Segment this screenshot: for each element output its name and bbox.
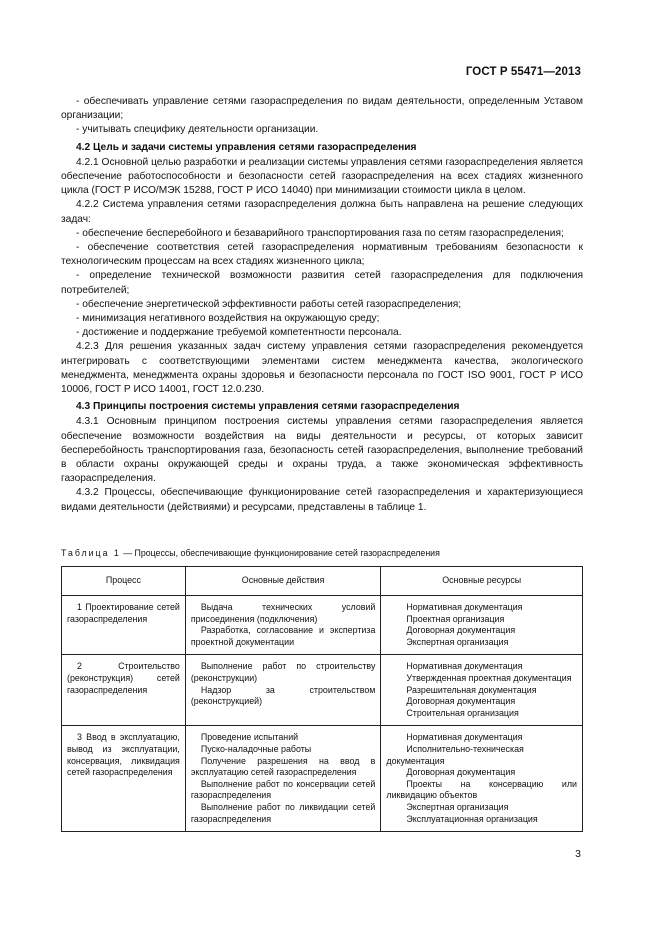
process-cell: 3 Ввод в эксплуатацию, вывод из эксплуатации, консервация, ликвидация сетей газораспределения [62, 726, 186, 832]
page-number: 3 [575, 848, 581, 860]
table-caption-label: Таблица 1 [61, 548, 121, 558]
action-item: Выдача технических условий присоединения (подключения) [190, 602, 376, 624]
document-body [61, 95, 583, 515]
resources-cell [381, 726, 583, 832]
resource-item: Нормативная документация [406, 602, 523, 612]
resource-item: Нормативная документация [406, 732, 523, 743]
resources-cell [381, 596, 583, 655]
paragraph: 4.2.2 Система управления сетями газораспределения должна быть направлена на решение следующих задач: [61, 199, 583, 225]
resources-cell [381, 655, 583, 726]
column-header: Процесс [62, 567, 186, 596]
resource-item: Строительная организация [406, 707, 519, 718]
paragraph: - учитывать специфику деятельности организации. [76, 124, 319, 136]
table-row [62, 655, 583, 726]
action-item: Пуско-наладочные работы [200, 743, 312, 754]
table-row [62, 726, 583, 832]
resource-item: Экспертная организация [406, 636, 509, 647]
action-item: Выполнение работ по строительству (реконструкции) [190, 661, 376, 683]
resource-item: Утвержденная проектная документация [406, 672, 572, 683]
processes-table [61, 566, 583, 832]
actions-cell [185, 655, 381, 726]
action-item: Проведение испытаний [200, 732, 299, 743]
column-header: Основные ресурсы [381, 567, 583, 596]
actions-cell [185, 726, 381, 832]
list-item: - минимизация негативного воздействия на окружающую среду; [76, 313, 380, 325]
action-item: Выполнение работ по консервации сетей газораспределения [190, 778, 376, 801]
paragraph: - обеспечивать управление сетями газораспределения по видам деятельности, определенным Уставом организации; [61, 96, 583, 122]
resource-item: Договорная документация [406, 767, 516, 778]
list-item: - определение технической возможности развития сетей газораспределения для подключения потребителей; [61, 270, 583, 296]
table-caption-text: — Процессы, обеспечивающие функционирование сетей газораспределения [120, 548, 440, 558]
resource-item: Исполнительно-техническая документация [386, 743, 524, 766]
process-cell: 2 Строительство (реконструкция) сетей газораспределения [62, 655, 186, 726]
paragraph: 4.2.1 Основной целью разработки и реализации системы управления сетями газораспределения является обеспечение работоспособности и безопасности сетей газораспределения на всех стадиях жизненного цикла (ГОСТ Р ИСО/МЭК 15288, ГОСТ Р ИСО 14040) при минимизации стоимости цикла в целом. [61, 156, 583, 197]
table-caption [61, 548, 583, 558]
list-item: - обеспечение бесперебойного и безаварийного транспортирования газа по сетям газораспределения; [76, 227, 564, 239]
action-item: Получение разрешения на ввод в эксплуатацию сетей газораспределения [190, 755, 376, 778]
resource-item: Проектная организация [406, 613, 505, 624]
section-heading: 4.3 Принципы построения системы управления сетями газораспределения [76, 401, 460, 413]
resource-item: Нормативная документация [406, 661, 523, 672]
section-heading: 4.2 Цель и задачи системы управления сетями газораспределения [76, 141, 417, 153]
action-item: Разработка, согласование и экспертиза проектной документации [190, 625, 376, 647]
list-item: - обеспечение соответствия сетей газораспределения нормативным требованиям безопасности к технологическим процессам на всех стадиях жизненного цикла; [61, 242, 583, 268]
list-item: - обеспечение энергетической эффективности работы сетей газораспределения; [76, 298, 462, 310]
process-cell: 1 Проектирование сетей газораспределения [62, 596, 186, 655]
actions-cell [185, 596, 381, 655]
action-item: Выполнение работ по ликвидации сетей газораспределения [190, 801, 376, 824]
paragraph: 4.3.2 Процессы, обеспечивающие функционирование сетей газораспределения и характеризующиеся видами деятельности (действиями) и ресурсами, представлены в таблице 1. [61, 487, 583, 513]
table-header-row [62, 567, 583, 596]
resource-item: Эксплуатационная организация [406, 813, 538, 824]
paragraph: 4.3.1 Основным принципом построения системы управления сетями газораспределения является обеспечение возможности воздействия на виды деятельности и ресурсы, от которых зависит бесперебойность транспортирования газа, безопасность сетей газораспределения, выполнение требований в области охраны окружающей среды и охраны труда, а также экономическая эффективность газораспределения. [61, 416, 583, 485]
resource-item: Экспертная организация [406, 801, 509, 812]
resource-item: Договорная документация [406, 696, 516, 707]
resource-item: Разрешительная документация [406, 684, 537, 695]
resource-item: Проекты на консервацию или ликвидацию объектов [386, 778, 577, 801]
action-item: Надзор за строительством (реконструкцией) [190, 684, 376, 707]
list-item: - достижение и поддержание требуемой компетентности персонала. [76, 327, 402, 339]
column-header: Основные действия [185, 567, 381, 596]
paragraph: 4.2.3 Для решения указанных задач систему управления сетями газораспределения рекомендуется интегрировать с соответствующими элементами систем менеджмента качества, экологического менеджмента, менеджмента охраны здоровья и безопасности персонала по ГОСТ ISO 9001, ГОСТ Р ИСО 10006, ГОСТ Р ИСО 14001, ГОСТ 12.0.230. [61, 341, 583, 396]
table-row [62, 596, 583, 655]
resource-item: Договорная документация [406, 625, 516, 636]
document-header: ГОСТ Р 55471—2013 [465, 66, 581, 78]
